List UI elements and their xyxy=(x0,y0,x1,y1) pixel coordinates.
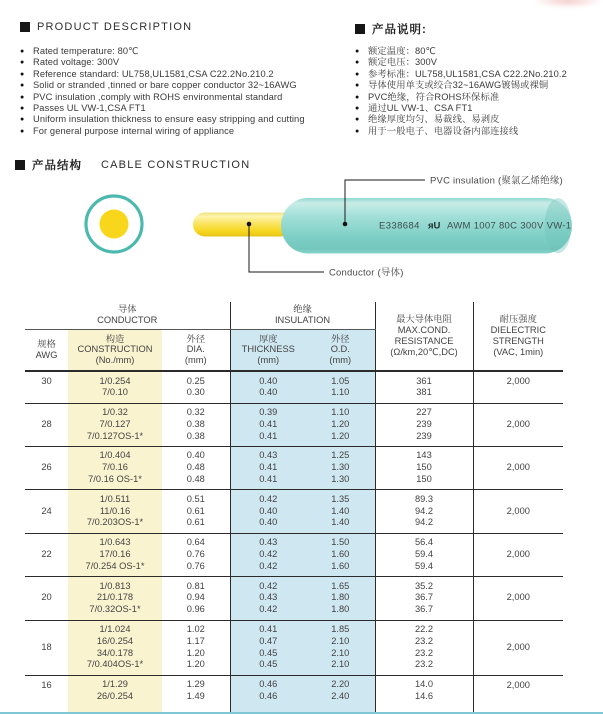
group-header-en: INSULATION xyxy=(274,315,331,326)
resistance-cell: 239 xyxy=(375,419,473,431)
bullet-icon: ● xyxy=(20,82,25,90)
awg-column-header xyxy=(25,329,68,371)
resistance-cell: 22.2 xyxy=(375,620,473,636)
resistance-cell: 239 xyxy=(375,431,473,447)
construction-title-en: CABLE CONSTRUCTION xyxy=(101,159,251,171)
bullet-text: Reference standard: UL758,UL1581,CSA C22.2No.210.2 xyxy=(33,68,274,79)
od-cell: 1.40 xyxy=(306,517,375,533)
group-header-en: CONDUCTOR xyxy=(97,315,158,326)
col-header-en: MAX.COND. xyxy=(397,325,451,335)
conductor-group-header xyxy=(25,302,230,329)
thickness-cell: 0.41 xyxy=(230,431,306,447)
dia-cell: 1.49 xyxy=(162,691,230,714)
spec-table-wrap xyxy=(25,302,563,714)
construction-cell: 7/0.203OS-1* xyxy=(68,517,162,533)
dia-cell: 1.20 xyxy=(162,659,230,675)
spec-row xyxy=(25,533,563,549)
bullet-icon: ● xyxy=(355,82,360,90)
bullet-icon: ● xyxy=(20,116,25,124)
bullet-text: Solid or stranded ,tinned or bare copper conductor 32~16AWG xyxy=(33,80,297,91)
dielectric-cell: 2,000 xyxy=(473,533,563,576)
cable-construction-diagram xyxy=(0,0,603,300)
col-header-cn: 构造 xyxy=(105,333,125,344)
dielectric-cell: 2,000 xyxy=(473,620,563,675)
group-header-cn: 导体 xyxy=(117,304,137,315)
bullet-icon: ● xyxy=(20,70,25,78)
thickness-cell: 0.42 xyxy=(230,577,306,593)
od-cell: 1.65 xyxy=(306,577,375,593)
thickness-cell: 0.45 xyxy=(230,648,306,660)
col-header-cn: 厚度 xyxy=(258,333,278,344)
dia-column-header xyxy=(162,329,230,371)
dia-cell: 0.94 xyxy=(162,592,230,604)
spec-table xyxy=(25,302,563,714)
construction-cell: 21/0.178 xyxy=(68,592,162,604)
col-header-en: THICKNESS xyxy=(241,344,295,355)
dielectric-cell: 2,000 xyxy=(473,371,563,403)
resistance-cell: 56.4 xyxy=(375,533,473,549)
col-header-cn: 规格 xyxy=(37,338,56,349)
dia-cell: 0.61 xyxy=(162,506,230,518)
bullet-text: 用于一般电子、电器设备内部连接线 xyxy=(368,125,519,136)
dia-cell: 0.25 xyxy=(162,371,230,387)
construction-cell: 1/0.813 xyxy=(68,577,162,593)
resistance-cell: 361 xyxy=(375,371,473,387)
dia-cell: 0.76 xyxy=(162,561,230,577)
od-cell: 1.80 xyxy=(306,604,375,620)
bullet-icon: ● xyxy=(355,116,360,124)
bullet-icon: ● xyxy=(355,93,360,101)
bullet-text: PVC绝缘，符合ROHS环保标准 xyxy=(368,91,500,102)
od-cell: 1.80 xyxy=(306,592,375,604)
section-title-text: 产品说明: xyxy=(372,24,427,36)
spec-row xyxy=(25,446,563,462)
col-header-unit: (mm) xyxy=(257,355,280,366)
construction-cell: 7/0.127OS-1* xyxy=(68,431,162,447)
dia-cell: 0.64 xyxy=(162,533,230,549)
col-header-cn: 耐压强度 xyxy=(499,314,537,324)
bullet-icon: ● xyxy=(355,59,360,67)
od-cell: 2.10 xyxy=(306,659,375,675)
cable-print-spec: AWM 1007 80C 300V VW-1 xyxy=(447,220,572,232)
dia-cell: 0.81 xyxy=(162,577,230,593)
dielectric-cell: 2,000 xyxy=(473,446,563,489)
resistance-cell: 381 xyxy=(375,387,473,403)
construction-cell: 7/0.10 xyxy=(68,387,162,403)
insulation-label: PVC insulation (聚氯乙烯绝缘) xyxy=(430,175,563,187)
thickness-cell: 0.41 xyxy=(230,620,306,636)
dia-cell: 0.40 xyxy=(162,446,230,462)
bullet-icon: ● xyxy=(20,48,25,55)
awg-cell: 22 xyxy=(25,533,68,576)
dia-cell: 0.51 xyxy=(162,490,230,506)
thickness-cell: 0.42 xyxy=(230,561,306,577)
resistance-cell: 143 xyxy=(375,446,473,462)
bullet-icon: ● xyxy=(20,59,25,67)
bullet-icon: ● xyxy=(355,127,360,135)
thickness-cell: 0.40 xyxy=(230,387,306,403)
resistance-cell: 227 xyxy=(375,403,473,419)
construction-cell: 11/0.16 xyxy=(68,506,162,518)
col-header-unit: (No./mm) xyxy=(95,355,135,366)
construction-cell: 26/0.254 xyxy=(68,691,162,714)
construction-cell: 7/0.32OS-1* xyxy=(68,604,162,620)
od-cell: 1.10 xyxy=(306,403,375,419)
dia-cell: 0.76 xyxy=(162,549,230,561)
spec-table-head xyxy=(25,302,563,371)
col-header-unit: (mm) xyxy=(329,355,352,366)
col-header-en: DIELECTRIC xyxy=(490,325,546,335)
thickness-cell: 0.45 xyxy=(230,659,306,675)
resistance-cell: 94.2 xyxy=(375,517,473,533)
bullet-icon: ● xyxy=(20,105,25,113)
od-cell: 2.20 xyxy=(306,675,375,691)
dielectric-column-header xyxy=(473,302,563,371)
dia-cell: 1.20 xyxy=(162,648,230,660)
thickness-cell: 0.42 xyxy=(230,490,306,506)
od-cell: 1.35 xyxy=(306,490,375,506)
dielectric-cell: 2,000 xyxy=(473,490,563,533)
construction-cell: 7/0.16 OS-1* xyxy=(68,474,162,490)
od-cell: 1.40 xyxy=(306,506,375,518)
spec-row xyxy=(25,577,563,593)
resistance-cell: 89.3 xyxy=(375,490,473,506)
dia-cell: 0.96 xyxy=(162,604,230,620)
bullet-text: Rated voltage: 300V xyxy=(33,57,120,68)
ul-recognized-icon: ᴙU xyxy=(428,220,441,232)
od-cell: 1.30 xyxy=(306,474,375,490)
bullet-icon: ● xyxy=(355,105,360,113)
construction-cell: 1/0.32 xyxy=(68,403,162,419)
bullet-icon: ● xyxy=(20,93,25,101)
col-header-en2: RESISTANCE xyxy=(394,336,454,346)
construction-cell: 1/0.404 xyxy=(68,446,162,462)
bullet-text: 导体使用单支或绞合32~16AWG镀锡或裸铜 xyxy=(368,80,549,91)
construction-cell: 1/0.643 xyxy=(68,533,162,549)
spec-row xyxy=(25,620,563,636)
bullet-text: 额定温度：80℃ xyxy=(368,46,437,56)
thickness-cell: 0.43 xyxy=(230,533,306,549)
cable-print-cert: E338684 xyxy=(379,220,420,232)
od-column-header xyxy=(306,329,375,371)
resistance-cell: 36.7 xyxy=(375,604,473,620)
bullet-icon: ● xyxy=(20,127,25,135)
thickness-cell: 0.40 xyxy=(230,506,306,518)
thickness-cell: 0.42 xyxy=(230,549,306,561)
resistance-cell: 14.0 xyxy=(375,675,473,691)
construction-cell: 34/0.178 xyxy=(68,648,162,660)
thickness-cell: 0.41 xyxy=(230,474,306,490)
construction-cell: 7/0.404OS-1* xyxy=(68,659,162,675)
dia-cell: 0.30 xyxy=(162,387,230,403)
resistance-cell: 36.7 xyxy=(375,592,473,604)
spec-table-body xyxy=(25,371,563,714)
resistance-column-header xyxy=(375,302,473,371)
od-cell: 1.30 xyxy=(306,462,375,474)
awg-cell: 24 xyxy=(25,490,68,533)
dielectric-cell: 2,000 xyxy=(473,577,563,620)
dia-cell: 1.02 xyxy=(162,620,230,636)
awg-cell: 16 xyxy=(41,679,52,690)
od-cell: 1.10 xyxy=(306,387,375,403)
col-header-cn: 外径 xyxy=(330,333,350,344)
thickness-cell: 0.46 xyxy=(230,675,306,691)
bullet-icon: ● xyxy=(355,48,360,55)
thickness-cell: 0.41 xyxy=(230,419,306,431)
construction-cell: 7/0.127 xyxy=(68,419,162,431)
od-cell: 1.05 xyxy=(306,371,375,387)
resistance-cell: 35.2 xyxy=(375,577,473,593)
col-header-en: AWG xyxy=(35,349,58,360)
col-header-unit: (mm) xyxy=(184,355,207,366)
dia-cell: 0.61 xyxy=(162,517,230,533)
bullet-text: PVC insulation ,comply with ROHS environmental standard xyxy=(33,91,283,102)
construction-cell: 1/1.29 xyxy=(68,675,162,691)
bullet-text: 绝缘厚度均匀、易裁线、易剥皮 xyxy=(368,114,500,125)
thickness-cell: 0.42 xyxy=(230,604,306,620)
od-cell: 1.20 xyxy=(306,419,375,431)
thickness-cell: 0.47 xyxy=(230,636,306,648)
resistance-cell: 94.2 xyxy=(375,506,473,518)
cross-section-conductor xyxy=(100,210,129,239)
insulation-pointer-dot xyxy=(343,222,348,227)
spec-row xyxy=(25,403,563,419)
construction-cell: 16/0.254 xyxy=(68,636,162,648)
bullet-text: 通过UL VW-1、CSA FT1 xyxy=(368,103,473,114)
dia-cell: 0.32 xyxy=(162,403,230,419)
col-header-en2: STRENGTH xyxy=(492,336,544,346)
section-title-text: PRODUCT DESCRIPTION xyxy=(37,21,193,33)
bullet-text: For general purpose internal wiring of appliance xyxy=(33,125,235,136)
resistance-cell: 23.2 xyxy=(375,636,473,648)
bullet-text: Uniform insulation thickness to ensure easy stripping and cutting xyxy=(33,114,305,125)
bullet-text: 参考标准：UL758,UL1581,CSA C22.2No.210.2 xyxy=(368,68,567,79)
thickness-cell: 0.46 xyxy=(230,691,306,714)
construction-cell: 1/0.254 xyxy=(68,371,162,387)
thickness-column-header xyxy=(230,329,306,371)
thickness-cell: 0.41 xyxy=(230,462,306,474)
thickness-cell: 0.43 xyxy=(230,592,306,604)
construction-cell: 1/0.511 xyxy=(68,490,162,506)
spec-row xyxy=(25,371,563,387)
resistance-cell: 23.2 xyxy=(375,659,473,675)
construction-cell: 17/0.16 xyxy=(68,549,162,561)
thickness-cell: 0.40 xyxy=(230,371,306,387)
thickness-cell: 0.39 xyxy=(230,403,306,419)
col-header-en: DIA. xyxy=(186,344,205,355)
dia-cell: 0.48 xyxy=(162,474,230,490)
od-cell: 1.25 xyxy=(306,446,375,462)
resistance-cell: 23.2 xyxy=(375,648,473,660)
od-cell: 1.50 xyxy=(306,533,375,549)
thickness-cell: 0.43 xyxy=(230,446,306,462)
awg-cell: 18 xyxy=(25,620,68,675)
resistance-cell: 150 xyxy=(375,474,473,490)
bullet-text: Rated temperature: 80℃ xyxy=(33,46,139,56)
resistance-cell: 59.4 xyxy=(375,549,473,561)
col-header-en: O.D. xyxy=(330,344,350,355)
thickness-cell: 0.40 xyxy=(230,517,306,533)
od-cell: 1.60 xyxy=(306,561,375,577)
construction-cell: 7/0.254 OS-1* xyxy=(68,561,162,577)
construction-title-cn: 产品结构 xyxy=(32,160,82,172)
od-cell: 2.40 xyxy=(306,691,375,714)
group-header-cn: 绝缘 xyxy=(293,304,312,315)
dia-cell: 0.38 xyxy=(162,431,230,447)
dia-cell: 1.17 xyxy=(162,636,230,648)
resistance-cell: 150 xyxy=(375,462,473,474)
dia-cell: 0.38 xyxy=(162,419,230,431)
construction-column-header xyxy=(68,329,162,371)
dia-cell: 1.29 xyxy=(162,675,230,691)
col-header-cn: 外径 xyxy=(186,333,206,344)
awg-cell: 26 xyxy=(25,446,68,489)
bullet-text: Passes UL VW-1,CSA FT1 xyxy=(33,103,146,114)
col-header-unit: (VAC, 1min) xyxy=(493,347,544,357)
awg-cell: 20 xyxy=(25,577,68,620)
od-cell: 2.10 xyxy=(306,636,375,648)
dielectric-cell: 2,000 xyxy=(506,679,530,690)
col-header-unit: (Ω/km,20℃,DC) xyxy=(390,347,458,357)
od-cell: 1.85 xyxy=(306,620,375,636)
dielectric-cell: 2,000 xyxy=(473,403,563,446)
conductor-label: Conductor (导体) xyxy=(329,267,404,279)
conductor-pointer-dot xyxy=(247,222,252,227)
bullet-text: 额定电压：300V xyxy=(368,57,438,68)
col-header-en: CONSTRUCTION xyxy=(77,344,153,355)
bullet-icon: ● xyxy=(355,70,360,78)
od-cell: 1.20 xyxy=(306,431,375,447)
awg-cell: 28 xyxy=(25,403,68,446)
insulation-group-header xyxy=(230,302,375,329)
construction-cell: 7/0.16 xyxy=(68,462,162,474)
dia-cell: 0.48 xyxy=(162,462,230,474)
construction-cell: 1/1.024 xyxy=(68,620,162,636)
resistance-cell: 59.4 xyxy=(375,561,473,577)
col-header-cn: 最大导体电阻 xyxy=(396,314,452,324)
od-cell: 2.10 xyxy=(306,648,375,660)
spec-row xyxy=(25,675,563,691)
awg-cell: 30 xyxy=(25,371,68,403)
resistance-cell: 14.6 xyxy=(375,691,473,714)
od-cell: 1.60 xyxy=(306,549,375,561)
spec-row xyxy=(25,490,563,506)
